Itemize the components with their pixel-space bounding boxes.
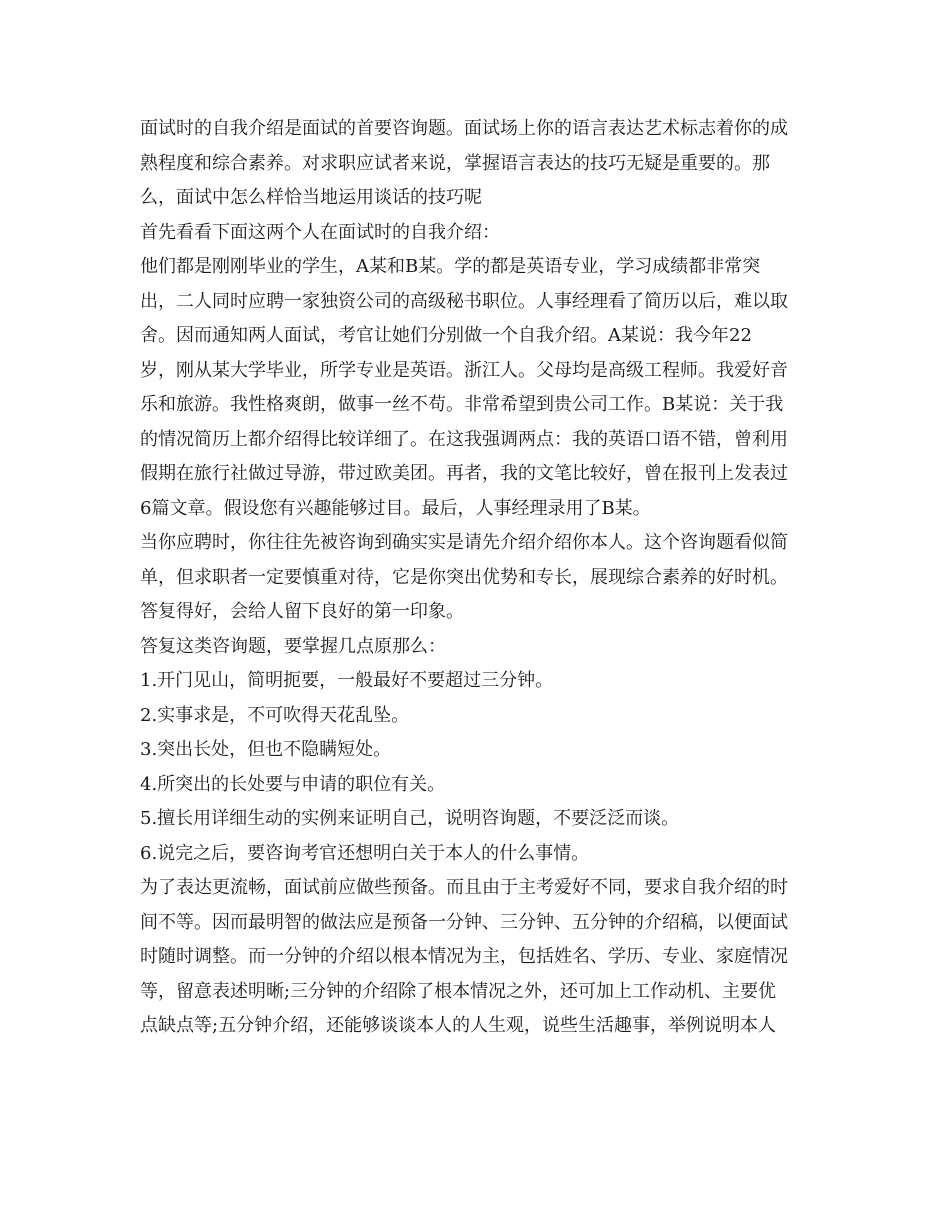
document-body xyxy=(140,112,820,1044)
text-line: 首先看看下面这两个人在面试时的自我介绍： xyxy=(140,221,500,243)
text-line: 的情况简历上都介绍得比较详细了。在这我强调两点：我的英语口语不错，曾利用 xyxy=(140,428,788,450)
text-line: 点缺点等;五分钟介绍，还能够谈谈本人的人生观，说些生活趣事，举例说明本人 xyxy=(140,1015,777,1036)
text-line: 答复得好，会给人留下良好的第一印象。 xyxy=(140,601,464,622)
text-line: 2.实事求是，不可吹得天花乱坠。 xyxy=(140,704,410,726)
text-line: 6.说完之后，要咨询考官还想明白关于本人的什么事情。 xyxy=(140,842,590,864)
text-line: 间不等。因而最明智的做法应是预备一分钟、三分钟、五分钟的介绍稿，以便面试 xyxy=(140,911,788,933)
text-line: 当你应聘时，你往往先被咨询到确实实是请先介绍介绍你本人。这个咨询题看似简 xyxy=(140,532,788,553)
text-line: 舍。因而通知两人面试，考官让她们分别做一个自我介绍。A某说：我今年22 xyxy=(140,325,752,346)
text-line: 为了表达更流畅，面试前应做些预备。而且由于主考爱好不同，要求自我介绍的时 xyxy=(140,877,788,898)
text-line: 岁，刚从某大学毕业，所学专业是英语。浙江人。父母均是高级工程师。我爱好音 xyxy=(140,359,788,381)
text-line: 1.开门见山，简明扼要，一般最好不要超过三分钟。 xyxy=(140,670,554,691)
text-line: 他们都是刚刚毕业的学生，A某和B某。学的都是英语专业，学习成绩都非常突 xyxy=(140,256,761,277)
text-line: 3.突出长处，但也不隐瞒短处。 xyxy=(140,739,392,760)
text-line: 面试时的自我介绍是面试的首要咨询题。面试场上你的语言表达艺术标志着你的成 xyxy=(140,118,788,139)
text-line: 5.擅长用详细生动的实例来证明自己，说明咨询题，不要泛泛而谈。 xyxy=(140,808,680,829)
text-line: 乐和旅游。我性格爽朗，做事一丝不苟。非常希望到贵公司工作。B某说：关于我 xyxy=(140,394,784,415)
text-line: 6篇文章。假设您有兴趣能够过目。最后，人事经理录用了B某。 xyxy=(140,497,651,519)
text-line: 答复这类咨询题，要掌握几点原那么： xyxy=(140,635,446,657)
text-line: 单，但求职者一定要慎重对待，它是你突出优势和专长，展现综合素养的好时机。 xyxy=(140,566,788,588)
text-line: 出，二人同时应聘一家独资公司的高级秘书职位。人事经理看了简历以后，难以取 xyxy=(140,290,788,312)
text-line: 熟程度和综合素养。对求职应试者来说，掌握语言表达的技巧无疑是重要的。那 xyxy=(140,152,770,174)
text-line: 么，面试中怎么样恰当地运用谈话的技巧呢 xyxy=(140,187,482,208)
text-line: 时随时调整。而一分钟的介绍以根本情况为主，包括姓名、学历、专业、家庭情况 xyxy=(140,946,788,967)
text-line: 假期在旅行社做过导游，带过欧美团。再者，我的文笔比较好，曾在报刊上发表过 xyxy=(140,463,788,484)
text-line: 等，留意表述明晰;三分钟的介绍除了根本情况之外，还可加上工作动机、主要优 xyxy=(140,980,777,1002)
text-line: 4.所突出的长处要与申请的职位有关。 xyxy=(140,773,446,795)
